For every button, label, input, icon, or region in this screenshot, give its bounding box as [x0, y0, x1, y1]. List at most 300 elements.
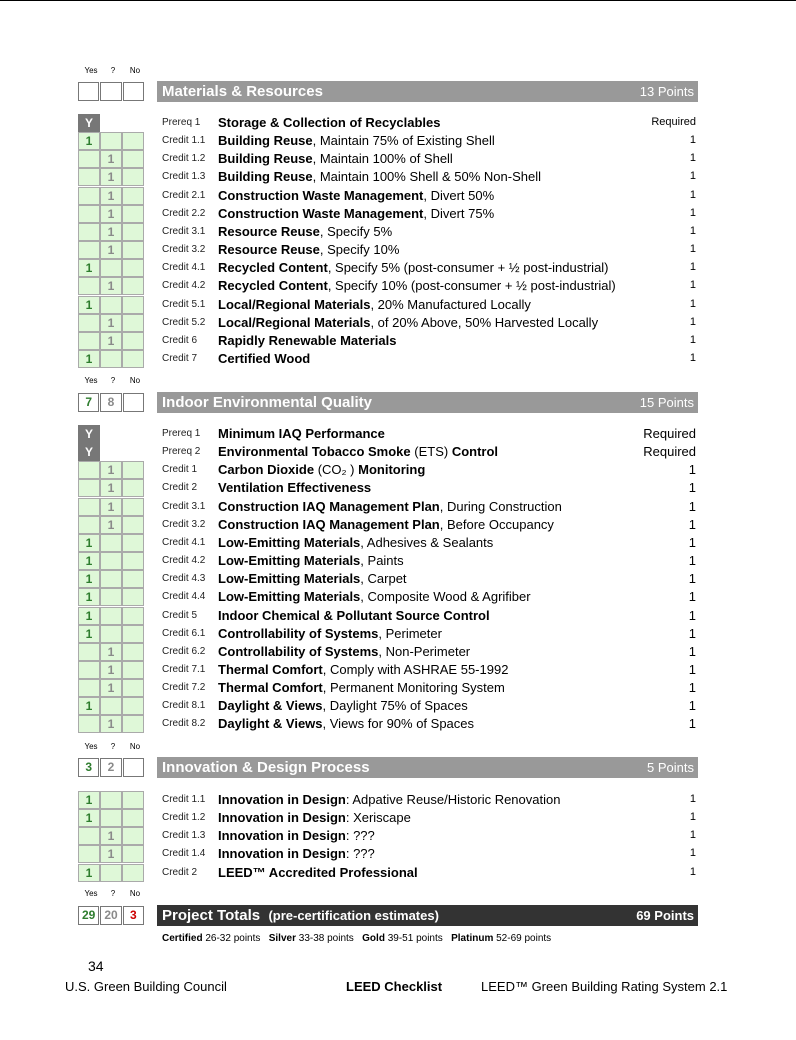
- credit-detail: , Permanent Monitoring System: [322, 680, 505, 696]
- maybe-cell: 1: [100, 498, 122, 516]
- yes-cell: [78, 715, 100, 733]
- credit-points: 1: [688, 516, 696, 532]
- yes-cell: Y: [78, 443, 100, 461]
- yes-cell: [78, 150, 100, 168]
- checklist-row: [78, 314, 698, 332]
- credit-name: [218, 589, 531, 604]
- no-cell: [122, 791, 144, 809]
- credit-label: Credit 1.2: [162, 153, 206, 165]
- credit-detail: , Carpet: [360, 571, 407, 587]
- yes-cell: [78, 479, 100, 497]
- section-tally: 3 2: [78, 758, 145, 777]
- credit-label: Credit 5.2: [162, 316, 206, 328]
- credit-title: Certified Wood: [218, 350, 311, 366]
- no-cell: [122, 845, 144, 863]
- maybe-cell: [100, 607, 122, 625]
- credit-points: 1: [689, 811, 696, 824]
- checklist-row: [78, 570, 698, 588]
- no-cell: [122, 534, 144, 552]
- totals-subtitle: (pre-certification estimates): [268, 908, 439, 923]
- maybe-cell: 1: [100, 150, 122, 168]
- no-cell: [122, 715, 144, 733]
- no-cell: [122, 552, 144, 570]
- checklist-row: [78, 296, 698, 314]
- credit-label: Credit 4.4: [162, 591, 206, 603]
- credit-title: Daylight & Views: [218, 716, 323, 732]
- credit-name: [218, 716, 474, 731]
- no-cell: [122, 864, 144, 882]
- credit-points: 1: [688, 680, 696, 696]
- checklist-row: [78, 625, 698, 643]
- credit-name: [218, 188, 494, 203]
- credit-points: 1: [689, 297, 696, 310]
- credit-points: 1: [688, 534, 696, 550]
- checklist-row: [78, 643, 698, 661]
- credit-title: Storage & Collection of Recyclables: [218, 115, 441, 130]
- credit-title: Controllability of Systems: [218, 625, 379, 641]
- credit-label: Credit 5.1: [162, 298, 206, 310]
- yes-cell: [78, 516, 100, 534]
- credit-points: 1: [689, 152, 696, 165]
- credit-detail: , of 20% Above, 50% Harvested Locally: [370, 314, 599, 330]
- checklist-row: [78, 661, 698, 679]
- no-cell: [122, 296, 144, 314]
- no-cell: [122, 679, 144, 697]
- credit-points: 1: [688, 625, 696, 641]
- credit-name: [218, 133, 495, 148]
- checklist-row: [78, 809, 698, 827]
- no-cell: [122, 625, 144, 643]
- checklist-row: [78, 241, 698, 259]
- credit-title: Building Reuse: [218, 151, 313, 167]
- credit-title: Rapidly Renewable Materials: [218, 332, 397, 348]
- credit-title: Resource Reuse: [218, 242, 320, 258]
- maybe-cell: 1: [100, 643, 122, 661]
- credit-label: Credit 1.1: [162, 794, 206, 805]
- maybe-cell: [100, 570, 122, 588]
- credit-label: Credit 3.1: [162, 500, 206, 512]
- checklist-row: [78, 791, 698, 809]
- section-points: 5 Points: [647, 760, 694, 775]
- credit-label: Credit 7.2: [162, 682, 206, 694]
- checklist-row: [78, 187, 698, 205]
- credit-detail: , Maintain 100% Shell & 50% Non-Shell: [312, 169, 541, 185]
- checklist-row: [78, 715, 698, 733]
- yes-cell: 1: [78, 570, 100, 588]
- credit-label: Credit 4.1: [162, 536, 206, 548]
- credit-title: Local/Regional Materials: [218, 296, 371, 312]
- yes-cell: 1: [78, 864, 100, 882]
- maybe-cell: 1: [100, 661, 122, 679]
- maybe-cell: [100, 296, 122, 314]
- yes-cell: [78, 845, 100, 863]
- credit-title: Thermal Comfort: [218, 680, 323, 696]
- no-cell: [122, 697, 144, 715]
- checklist-row: [78, 552, 698, 570]
- maybe-cell: [100, 625, 122, 643]
- credit-label: Credit 4.2: [162, 555, 206, 567]
- credit-points: 1: [689, 279, 696, 292]
- yes-cell: Y: [78, 114, 100, 132]
- checklist-row: [78, 516, 698, 534]
- maybe-cell: 1: [100, 223, 122, 241]
- credit-title: Carbon Dioxide: [218, 462, 315, 478]
- no-cell: [122, 661, 144, 679]
- credit-points: Required: [651, 116, 696, 128]
- credit-label: Credit 2: [162, 866, 198, 878]
- section-title: Materials & Resources: [162, 83, 323, 100]
- checklist-row: [78, 259, 698, 277]
- yes-cell: 1: [78, 132, 100, 150]
- credit-title: Local/Regional Materials: [218, 314, 371, 330]
- no-cell: [122, 588, 144, 606]
- credit-title: Low-Emitting Materials: [218, 571, 361, 587]
- yes-cell: 1: [78, 791, 100, 809]
- credit-title: Building Reuse: [218, 169, 313, 185]
- checklist-row: [78, 150, 698, 168]
- credit-name: [218, 828, 375, 843]
- credit-title: Resource Reuse: [218, 223, 320, 239]
- credit-title: Recycled Content: [218, 260, 328, 276]
- credit-name: [218, 571, 407, 586]
- maybe-cell: 1: [100, 479, 122, 497]
- no-cell: [122, 570, 144, 588]
- maybe-cell: [100, 697, 122, 715]
- credit-points: Required: [643, 426, 696, 441]
- yes-cell: [78, 168, 100, 186]
- maybe-cell: [100, 443, 122, 461]
- yes-cell: 1: [78, 588, 100, 606]
- credit-label: Credit 8.2: [162, 718, 206, 730]
- yes-cell: 1: [78, 697, 100, 715]
- totals-title: Project Totals: [162, 907, 261, 924]
- credit-name: [218, 206, 494, 221]
- section-title: Indoor Environmental Quality: [162, 394, 373, 411]
- yes-no-labels: Yes ? No: [84, 66, 141, 75]
- maybe-cell: [100, 588, 122, 606]
- credit-name: [218, 644, 470, 659]
- credit-label: Credit 3.1: [162, 225, 206, 237]
- maybe-cell: 1: [100, 187, 122, 205]
- credit-title: Innovation in Design: [218, 846, 346, 862]
- credit-label: Credit 1.2: [162, 812, 206, 824]
- credit-name: [218, 680, 505, 695]
- credit-title: Construction IAQ Management Plan: [218, 516, 440, 532]
- maybe-cell: 1: [100, 314, 122, 332]
- checklist-row: [78, 588, 698, 606]
- credit-label: Credit 4.3: [162, 573, 206, 585]
- credit-name: [218, 115, 441, 130]
- credit-name: [218, 169, 541, 184]
- credit-detail: (ETS): [410, 444, 452, 460]
- credit-name: [218, 865, 418, 880]
- credit-label: Credit 1.3: [162, 171, 206, 183]
- credit-label: Credit 5: [162, 609, 198, 621]
- credit-label: Credit 2.2: [162, 207, 206, 219]
- credit-name: [218, 426, 385, 441]
- yes-cell: [78, 679, 100, 697]
- credit-title: Construction Waste Management: [218, 187, 424, 203]
- credit-detail: , Before Occupancy: [439, 516, 554, 532]
- credit-detail: , Paints: [360, 553, 404, 569]
- credit-title: Recycled Content: [218, 278, 328, 294]
- maybe-cell: [100, 809, 122, 827]
- credit-label: Credit 1.3: [162, 830, 206, 842]
- credit-detail: , Composite Wood & Agrifiber: [360, 589, 531, 605]
- credit-label: Credit 1: [162, 464, 198, 476]
- credit-detail: , During Construction: [439, 498, 562, 514]
- checklist-row: [78, 350, 698, 368]
- credit-points: 1: [689, 829, 696, 842]
- checklist-row: [78, 332, 698, 350]
- no-cell: [122, 205, 144, 223]
- credit-label: Credit 3.2: [162, 518, 206, 530]
- yes-cell: [78, 314, 100, 332]
- maybe-cell: [100, 132, 122, 150]
- credit-label: Credit 6.2: [162, 645, 206, 657]
- maybe-cell: 1: [100, 516, 122, 534]
- certification-levels: Certified 26-32 points Silver 33-38 points Gold 39-51 points Platinum 52-69 points: [162, 933, 552, 944]
- footer-org: U.S. Green Building Council: [65, 979, 227, 994]
- credit-label: Prereq 1: [162, 428, 201, 439]
- credit-points: 1: [689, 134, 696, 147]
- no-cell: [122, 827, 144, 845]
- credit-title: Low-Emitting Materials: [218, 553, 361, 569]
- credit-points: 1: [688, 553, 696, 569]
- credit-label: Credit 7: [162, 352, 198, 364]
- credit-points: 1: [689, 261, 696, 274]
- credit-detail: , Specify 10%: [319, 242, 400, 258]
- credit-name: [218, 351, 310, 366]
- section-header: [157, 81, 698, 102]
- no-cell: [122, 223, 144, 241]
- maybe-cell: 1: [100, 461, 122, 479]
- credit-points: 1: [688, 698, 696, 714]
- credit-label: Credit 6: [162, 334, 198, 346]
- yes-no-labels: Yes ? No: [84, 742, 141, 751]
- checklist-row: [78, 277, 698, 295]
- maybe-cell: 1: [100, 332, 122, 350]
- credit-title: Low-Emitting Materials: [218, 534, 361, 550]
- credit-points: 1: [688, 661, 696, 677]
- credit-detail: , Daylight 75% of Spaces: [322, 698, 468, 714]
- credit-points: Required: [643, 444, 696, 460]
- credit-name: [218, 608, 490, 623]
- yes-cell: [78, 205, 100, 223]
- credit-name: [218, 315, 598, 330]
- maybe-cell: 1: [100, 241, 122, 259]
- totals-header: [157, 905, 698, 926]
- credit-title: Minimum IAQ Performance: [218, 426, 385, 441]
- credit-detail: , Comply with ASHRAE 55-1992: [322, 661, 509, 677]
- credit-detail: , Adhesives & Sealants: [360, 534, 494, 550]
- yes-cell: [78, 223, 100, 241]
- no-cell: [122, 241, 144, 259]
- yes-cell: [78, 332, 100, 350]
- credit-detail: , 20% Manufactured Locally: [370, 296, 531, 312]
- credit-points: 1: [688, 589, 696, 605]
- yes-cell: 1: [78, 350, 100, 368]
- no-cell: [122, 479, 144, 497]
- credit-points: 1: [689, 206, 696, 219]
- no-cell: [122, 314, 144, 332]
- credit-name: [218, 151, 453, 166]
- checklist-row: [78, 443, 698, 461]
- yes-cell: [78, 827, 100, 845]
- no-cell: [122, 516, 144, 534]
- credit-label: Credit 8.1: [162, 700, 206, 712]
- credit-name: [218, 535, 493, 550]
- no-cell: [122, 461, 144, 479]
- checklist-row: [78, 461, 698, 479]
- credit-name: [218, 810, 411, 825]
- no-cell: [122, 498, 144, 516]
- credit-points: 1: [688, 716, 696, 732]
- credit-points: 1: [688, 643, 696, 659]
- yes-cell: 1: [78, 534, 100, 552]
- credit-points: 1: [688, 498, 696, 514]
- credit-detail: , Maintain 75% of Existing Shell: [312, 133, 495, 149]
- credit-label: Credit 1.1: [162, 135, 206, 147]
- credit-name: [218, 333, 396, 348]
- section-header: [157, 757, 698, 778]
- credit-detail: (CO₂ ): [314, 462, 359, 478]
- credit-title: Building Reuse: [218, 133, 313, 149]
- credit-label: Prereq 1: [162, 117, 201, 128]
- maybe-cell: [100, 350, 122, 368]
- credit-detail: : Xeriscape: [345, 810, 411, 826]
- footer-system: LEED™ Green Building Rating System 2.1: [481, 979, 728, 994]
- credit-label: Credit 3.2: [162, 244, 206, 256]
- checklist-row: [78, 425, 698, 443]
- maybe-cell: 1: [100, 679, 122, 697]
- checklist-row: [78, 223, 698, 241]
- credit-points: 1: [689, 315, 696, 328]
- no-cell: [122, 114, 144, 132]
- yes-cell: 1: [78, 625, 100, 643]
- credit-label: Credit 2: [162, 482, 198, 494]
- maybe-cell: [100, 425, 122, 443]
- checklist-row: [78, 498, 698, 516]
- credit-points: 1: [689, 243, 696, 256]
- credit-title: Environmental Tobacco Smoke: [218, 444, 411, 460]
- page-number: 34: [88, 958, 104, 974]
- maybe-cell: [100, 114, 122, 132]
- credit-label: Credit 7.1: [162, 663, 206, 675]
- credit-points: 1: [689, 847, 696, 860]
- yes-cell: 1: [78, 809, 100, 827]
- maybe-cell: [100, 864, 122, 882]
- section-title: Innovation & Design Process: [162, 759, 370, 776]
- checklist-row: [78, 697, 698, 715]
- checklist-row: [78, 607, 698, 625]
- credit-points: 1: [689, 865, 696, 878]
- no-cell: [122, 187, 144, 205]
- maybe-cell: 1: [100, 715, 122, 733]
- credit-name: [218, 553, 404, 568]
- credit-title: Ventilation Effectiveness: [218, 480, 372, 496]
- maybe-cell: 1: [100, 827, 122, 845]
- checklist-row: [78, 827, 698, 845]
- credit-title: Innovation in Design: [218, 792, 346, 807]
- credit-name: [218, 698, 468, 713]
- credit-detail: , Specify 5%: [319, 223, 393, 239]
- credit-label: Credit 2.1: [162, 189, 206, 201]
- no-cell: [122, 277, 144, 295]
- credit-name: [218, 626, 442, 641]
- credit-title: Construction Waste Management: [218, 205, 424, 221]
- credit-title: Controllability of Systems: [218, 643, 379, 659]
- credit-title-tail: Monitoring: [358, 462, 426, 478]
- checklist-row: [78, 845, 698, 863]
- checklist-row: [78, 534, 698, 552]
- no-cell: [122, 607, 144, 625]
- credit-points: 1: [689, 793, 696, 805]
- credit-name: [218, 792, 560, 807]
- credit-label: Credit 6.1: [162, 627, 206, 639]
- credit-title: Indoor Chemical & Pollutant Source Control: [218, 607, 490, 623]
- footer-title: LEED Checklist: [346, 979, 443, 994]
- checklist-row: [78, 864, 698, 882]
- credit-points: 1: [689, 333, 696, 346]
- top-rule: [0, 0, 796, 1]
- yes-cell: 1: [78, 607, 100, 625]
- maybe-cell: [100, 791, 122, 809]
- maybe-cell: [100, 259, 122, 277]
- yes-cell: [78, 277, 100, 295]
- totals-tally: 29 20 3: [78, 906, 145, 925]
- yes-cell: [78, 461, 100, 479]
- credit-points: 1: [688, 607, 696, 623]
- no-cell: [122, 643, 144, 661]
- yes-cell: [78, 498, 100, 516]
- maybe-cell: [100, 552, 122, 570]
- checklist-row: [78, 479, 698, 497]
- credit-title: Innovation in Design: [218, 828, 346, 844]
- credit-title: Daylight & Views: [218, 698, 323, 714]
- credit-name: [218, 444, 498, 459]
- credit-name: [218, 224, 392, 239]
- credit-label: Credit 4.2: [162, 280, 206, 292]
- credit-points: 1: [688, 462, 696, 478]
- credit-label: Credit 4.1: [162, 262, 206, 274]
- credit-name: [218, 846, 375, 861]
- credit-points: 1: [689, 188, 696, 201]
- credit-detail: , Perimeter: [378, 625, 442, 641]
- credit-title: LEED™ Accredited Professional: [218, 864, 418, 880]
- credit-detail: : ???: [345, 846, 375, 862]
- yes-cell: 1: [78, 552, 100, 570]
- yes-cell: [78, 661, 100, 679]
- section-points: 13 Points: [639, 84, 694, 99]
- credit-title-tail: Control: [451, 444, 499, 460]
- checklist-row: [78, 205, 698, 223]
- credit-name: [218, 297, 531, 312]
- maybe-cell: 1: [100, 205, 122, 223]
- credit-points: 1: [689, 170, 696, 183]
- credit-name: [218, 278, 616, 293]
- section-tally: [78, 82, 145, 101]
- credit-detail: , Specify 10% (post-consumer + ½ post-industrial): [327, 278, 616, 294]
- credit-name: [218, 462, 425, 477]
- yes-no-labels: Yes ? No: [84, 376, 141, 385]
- credit-label: Credit 1.4: [162, 848, 206, 860]
- credit-detail: , Maintain 100% of Shell: [312, 151, 453, 167]
- credit-points: 1: [689, 351, 696, 364]
- credit-detail: , Non-Perimeter: [378, 643, 471, 659]
- no-cell: [122, 132, 144, 150]
- no-cell: [122, 443, 144, 461]
